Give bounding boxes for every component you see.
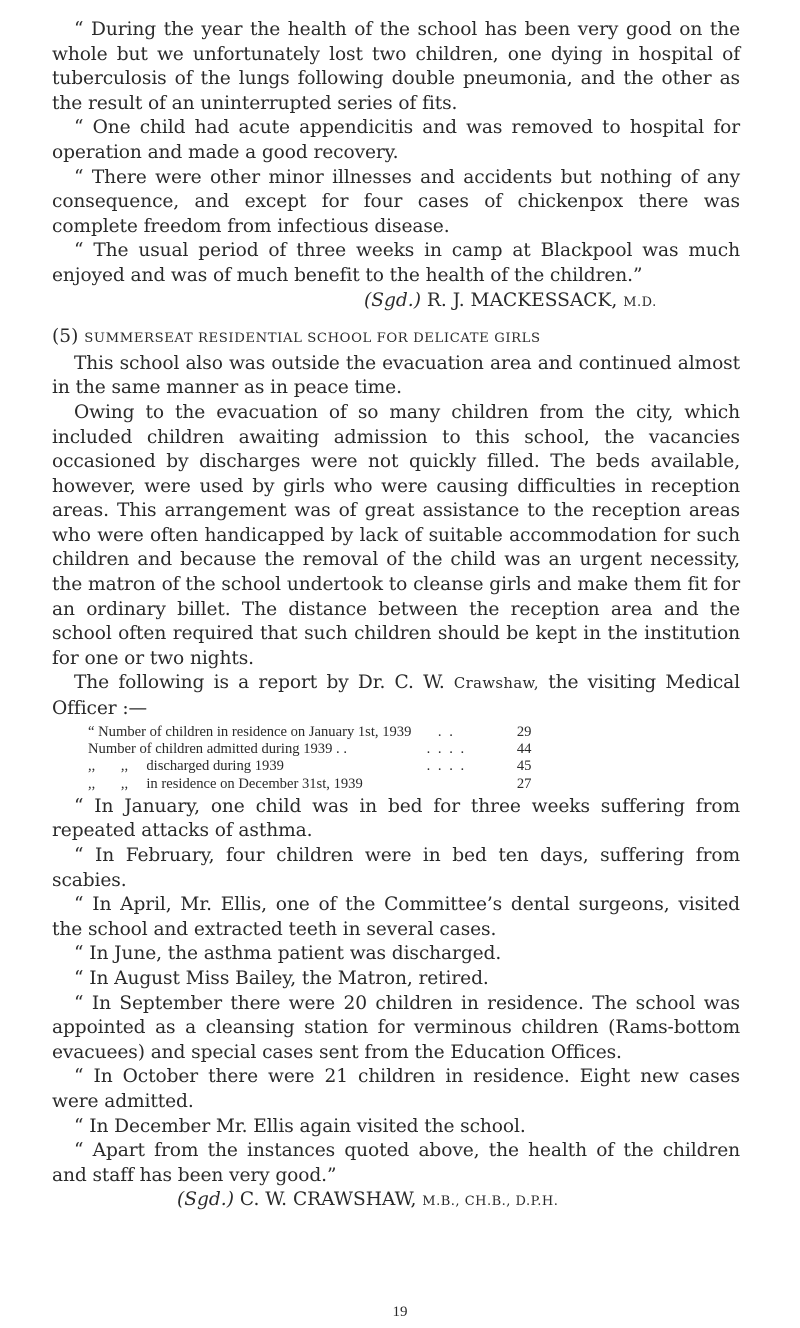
paragraph: “ In April, Mr. Ellis, one of the Committee’s dental surgeons, visited the school and extracted teeth in several cases. <box>52 894 740 940</box>
section-title: SUMMERSEAT RESIDENTIAL SCHOOL FOR DELICATE GIRLS <box>84 331 541 347</box>
sgd-label: (Sgd.) <box>364 289 421 311</box>
paragraph: “ There were other minor illnesses and accidents but nothing of any consequence, and except for four cases of chickenpox there was complete freedom from infectious disease. <box>52 166 740 237</box>
paragraph: This school also was outside the evacuation area and continued almost in the same manner as in peace time. <box>52 352 740 399</box>
table-row <box>88 776 531 793</box>
table-row <box>88 724 531 741</box>
paragraph: “ In June, the asthma patient was discharged. <box>74 943 502 965</box>
stat-label: ,, ,, in residence on December 31st, 1939 <box>88 775 363 792</box>
stat-value: 29 <box>516 723 532 740</box>
signature-crawshaw <box>52 1188 740 1215</box>
paragraph: “ In December Mr. Ellis again visited the school. <box>74 1115 526 1137</box>
doctor-name: Crawshaw, <box>453 675 539 693</box>
stat-value: 45 <box>516 758 532 775</box>
signatory-degree: M.B., CH.B., D.P.H. <box>422 1194 559 1210</box>
paragraph: “ The usual period of three weeks in camp at Blackpool was much enjoyed and was of much benefit to the health of the children.” <box>52 240 740 286</box>
page-number: 19 <box>392 1304 408 1320</box>
signatory-name: R. J. MACKESSACK, <box>426 289 618 311</box>
stat-label: “ Number of children in residence on January 1st, 1939 <box>88 723 412 740</box>
leader-dots: . . <box>437 723 455 740</box>
report-intro: The following is a report by Dr. C. W. Crawshaw, the visiting Medical Officer :— <box>52 672 740 720</box>
paragraph: Owing to the evacuation of so many children from the city, which included children awaiting admission to this school, the vacancies occasioned by discharges were not quickly filled. The beds available, however, were used by girls who were causing difficulties in reception areas. This arrangement was of great assistance to the reception areas who were often handicapped by lack of suitable accommodation for such children and because the removal of the child was an urgent necessity, the matron of the school undertook to cleanse girls and make them fit for an ordinary billet. The distance between the reception area and the school often required that such children should be kept in the institution for one or two nights. <box>52 401 740 669</box>
paragraph: “ In February, four children were in bed ten days, suffering from scabies. <box>52 845 740 891</box>
table-row <box>88 741 531 758</box>
leader-dots <box>411 776 481 793</box>
stat-value: 44 <box>516 740 532 757</box>
stat-value: 27 <box>516 775 532 792</box>
section-heading <box>52 325 740 352</box>
paragraph: “ During the year the health of the school has been very good on the whole but we unfortunately lost two children, one dying in hospital of tuberculosis of the lungs following double pneumonia, and the other as the result of an uninterrupted series of fits. <box>52 19 740 114</box>
signatory-name: C. W. CRAWSHAW, <box>239 1189 417 1211</box>
paragraph: “ In September there were 20 children in residence. The school was appointed as a cleansing station for verminous children (Rams-bottom evacuees) and special cases sent from the Education Offices. <box>52 992 740 1063</box>
statistics-table <box>88 724 531 793</box>
stat-label: ,, ,, discharged during 1939 <box>88 758 284 775</box>
paragraph: “ One child had acute appendicitis and was removed to hospital for operation and made a good recovery. <box>52 117 740 163</box>
signatory-degree: M.D. <box>623 294 657 310</box>
sgd-label: (Sgd.) <box>177 1189 234 1211</box>
paragraph: “ In October there were 21 children in residence. Eight new cases were admitted. <box>52 1066 740 1112</box>
stat-label: Number of children admitted during 1939 . . <box>88 740 347 757</box>
table-row <box>88 758 531 775</box>
paragraph: “ Apart from the instances quoted above, the health of the children and staff has been very good.” <box>52 1140 740 1186</box>
signature-mackessack <box>52 289 740 316</box>
section-number: (5) <box>52 326 79 348</box>
paragraph: “ In January, one child was in bed for three weeks suffering from repeated attacks of asthma. <box>52 795 740 842</box>
leader-dots: . . . . <box>426 758 467 775</box>
leader-dots: . . . . <box>426 740 467 757</box>
paragraph: “ In August Miss Bailey, the Matron, retired. <box>74 967 489 989</box>
